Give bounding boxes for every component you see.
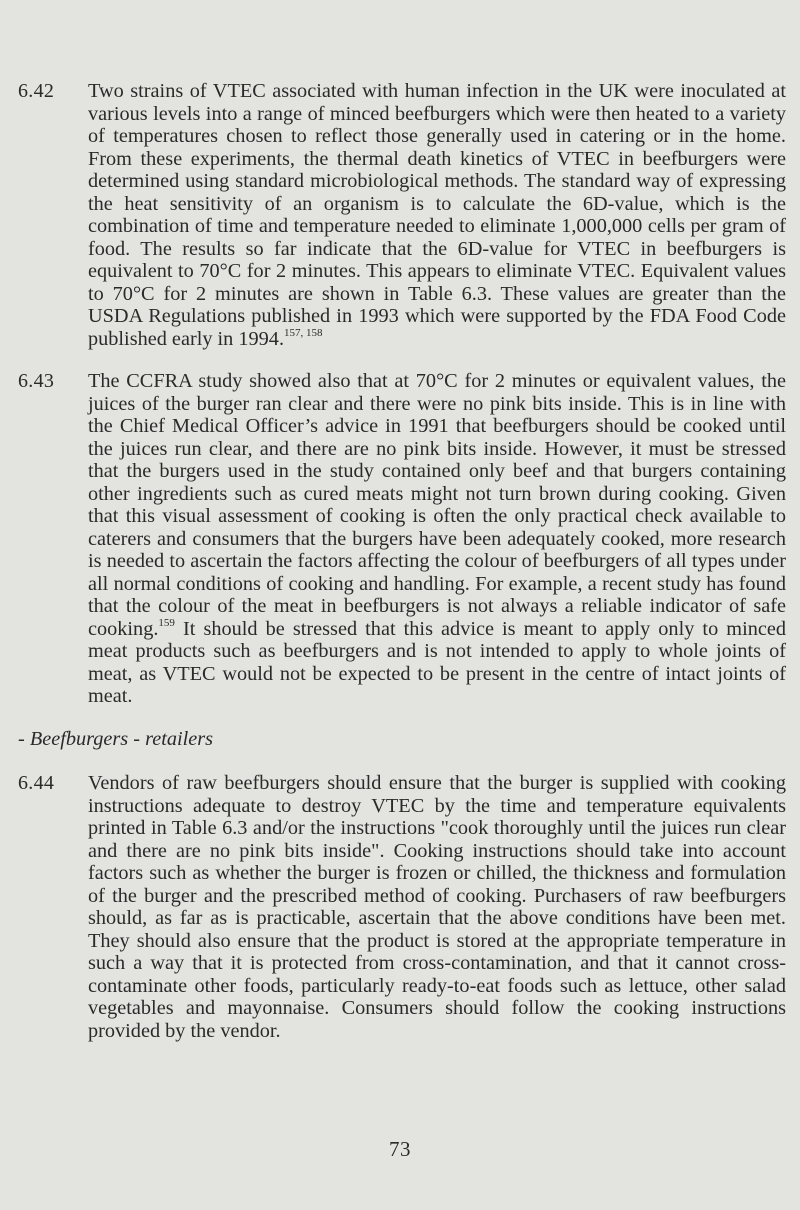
page-number: 73: [389, 1137, 411, 1161]
section-heading: [18, 728, 786, 751]
paragraph-number: 6.42: [18, 80, 55, 102]
paragraph-text: [88, 370, 786, 708]
paragraph-6-44: [18, 772, 786, 1042]
paragraph-number: 6.44: [18, 772, 55, 794]
paragraph-text-main: Two strains of VTEC associated with human infection in the UK were inoculated at various levels into a range of minced beefburgers which were then heated to a variety of temperatures chosen to reflect those generally used in catering or in the home. From these experiments, the thermal death kinetics of VTEC in beefburgers were determined using standard microbiological methods. The standard way of expressing the heat sensitivity of an organism is to calculate the 6D-value, which is the combination of time and temperature needed to eliminate 1,000,000 cells per gram of food. The results so far indicate that the 6D-value for VTEC in beefburgers is equivalent to 70°C for 2 minutes. This appears to eliminate VTEC. Equivalent values to 70°C for 2 minutes are shown in Table 6.3. These values are greater than the USDA Regulations published in 1993 which were supported by the FDA Food Code published early in 1994.: [88, 80, 786, 350]
section-heading-title: Beefburgers - retailers: [29, 727, 214, 750]
paragraph-text: [88, 80, 786, 350]
footnote-reference: 157, 158: [284, 326, 323, 339]
section-heading-dash: -: [18, 727, 30, 750]
paragraph-text-main: The CCFRA study showed also that at 70°C for 2 minutes or equivalent values, the juices of the burger ran clear and there were no pink bits inside. This is in line with the Chief Medical Officer’s advice in 1991 that beefburgers should be cooked until the juices run clear, and there are no pink bits inside. However, it must be stressed that the burgers used in the study contained only beef and that burgers containing other ingredients such as cured meats might not turn brown during cooking. Given that this visual assessment of cooking is often the only practical check available to caterers and consumers that the burgers have been adequately cooked, more research is needed to ascertain the factors affecting the colour of beefburgers of all types under all normal conditions of cooking and handling. For example, a recent study has found that the colour of the meat in beefburgers is not always a reliable indicator of safe cooking.: [88, 370, 786, 640]
paragraph-text-continued: It should be stressed that this advice is meant to apply only to minced meat products such as beefburgers and is not intended to apply to whole joints of meat, as VTEC would not be expected to be present in the centre of intact joints of meat.: [88, 617, 786, 707]
paragraph-number: 6.43: [18, 370, 55, 392]
paragraph-text: Vendors of raw beefburgers should ensure that the burger is supplied with cooking instructions adequate to destroy VTEC by the time and temperature equivalents printed in Table 6.3 and/or the instructions "cook thoroughly until the juices run clear and there are no pink bits inside". Cooking instructions should take into account factors such as whether the burger is frozen or chilled, the thickness and formulation of the burger and the prescribed method of cooking. Purchasers of raw beefburgers should, as far as is practicable, ascertain that the above conditions have been met. They should also ensure that the product is stored at the appropriate temperature in such a way that it is protected from cross-contamination, and that it cannot cross-contaminate other foods, particularly ready-to-eat foods such as lettuce, other salad vegetables and mayonnaise. Consumers should follow the cooking instructions provided by the vendor.: [88, 772, 786, 1042]
paragraph-6-43: [18, 370, 786, 708]
paragraph-6-42: [18, 80, 786, 350]
footnote-reference: 159: [158, 616, 175, 629]
